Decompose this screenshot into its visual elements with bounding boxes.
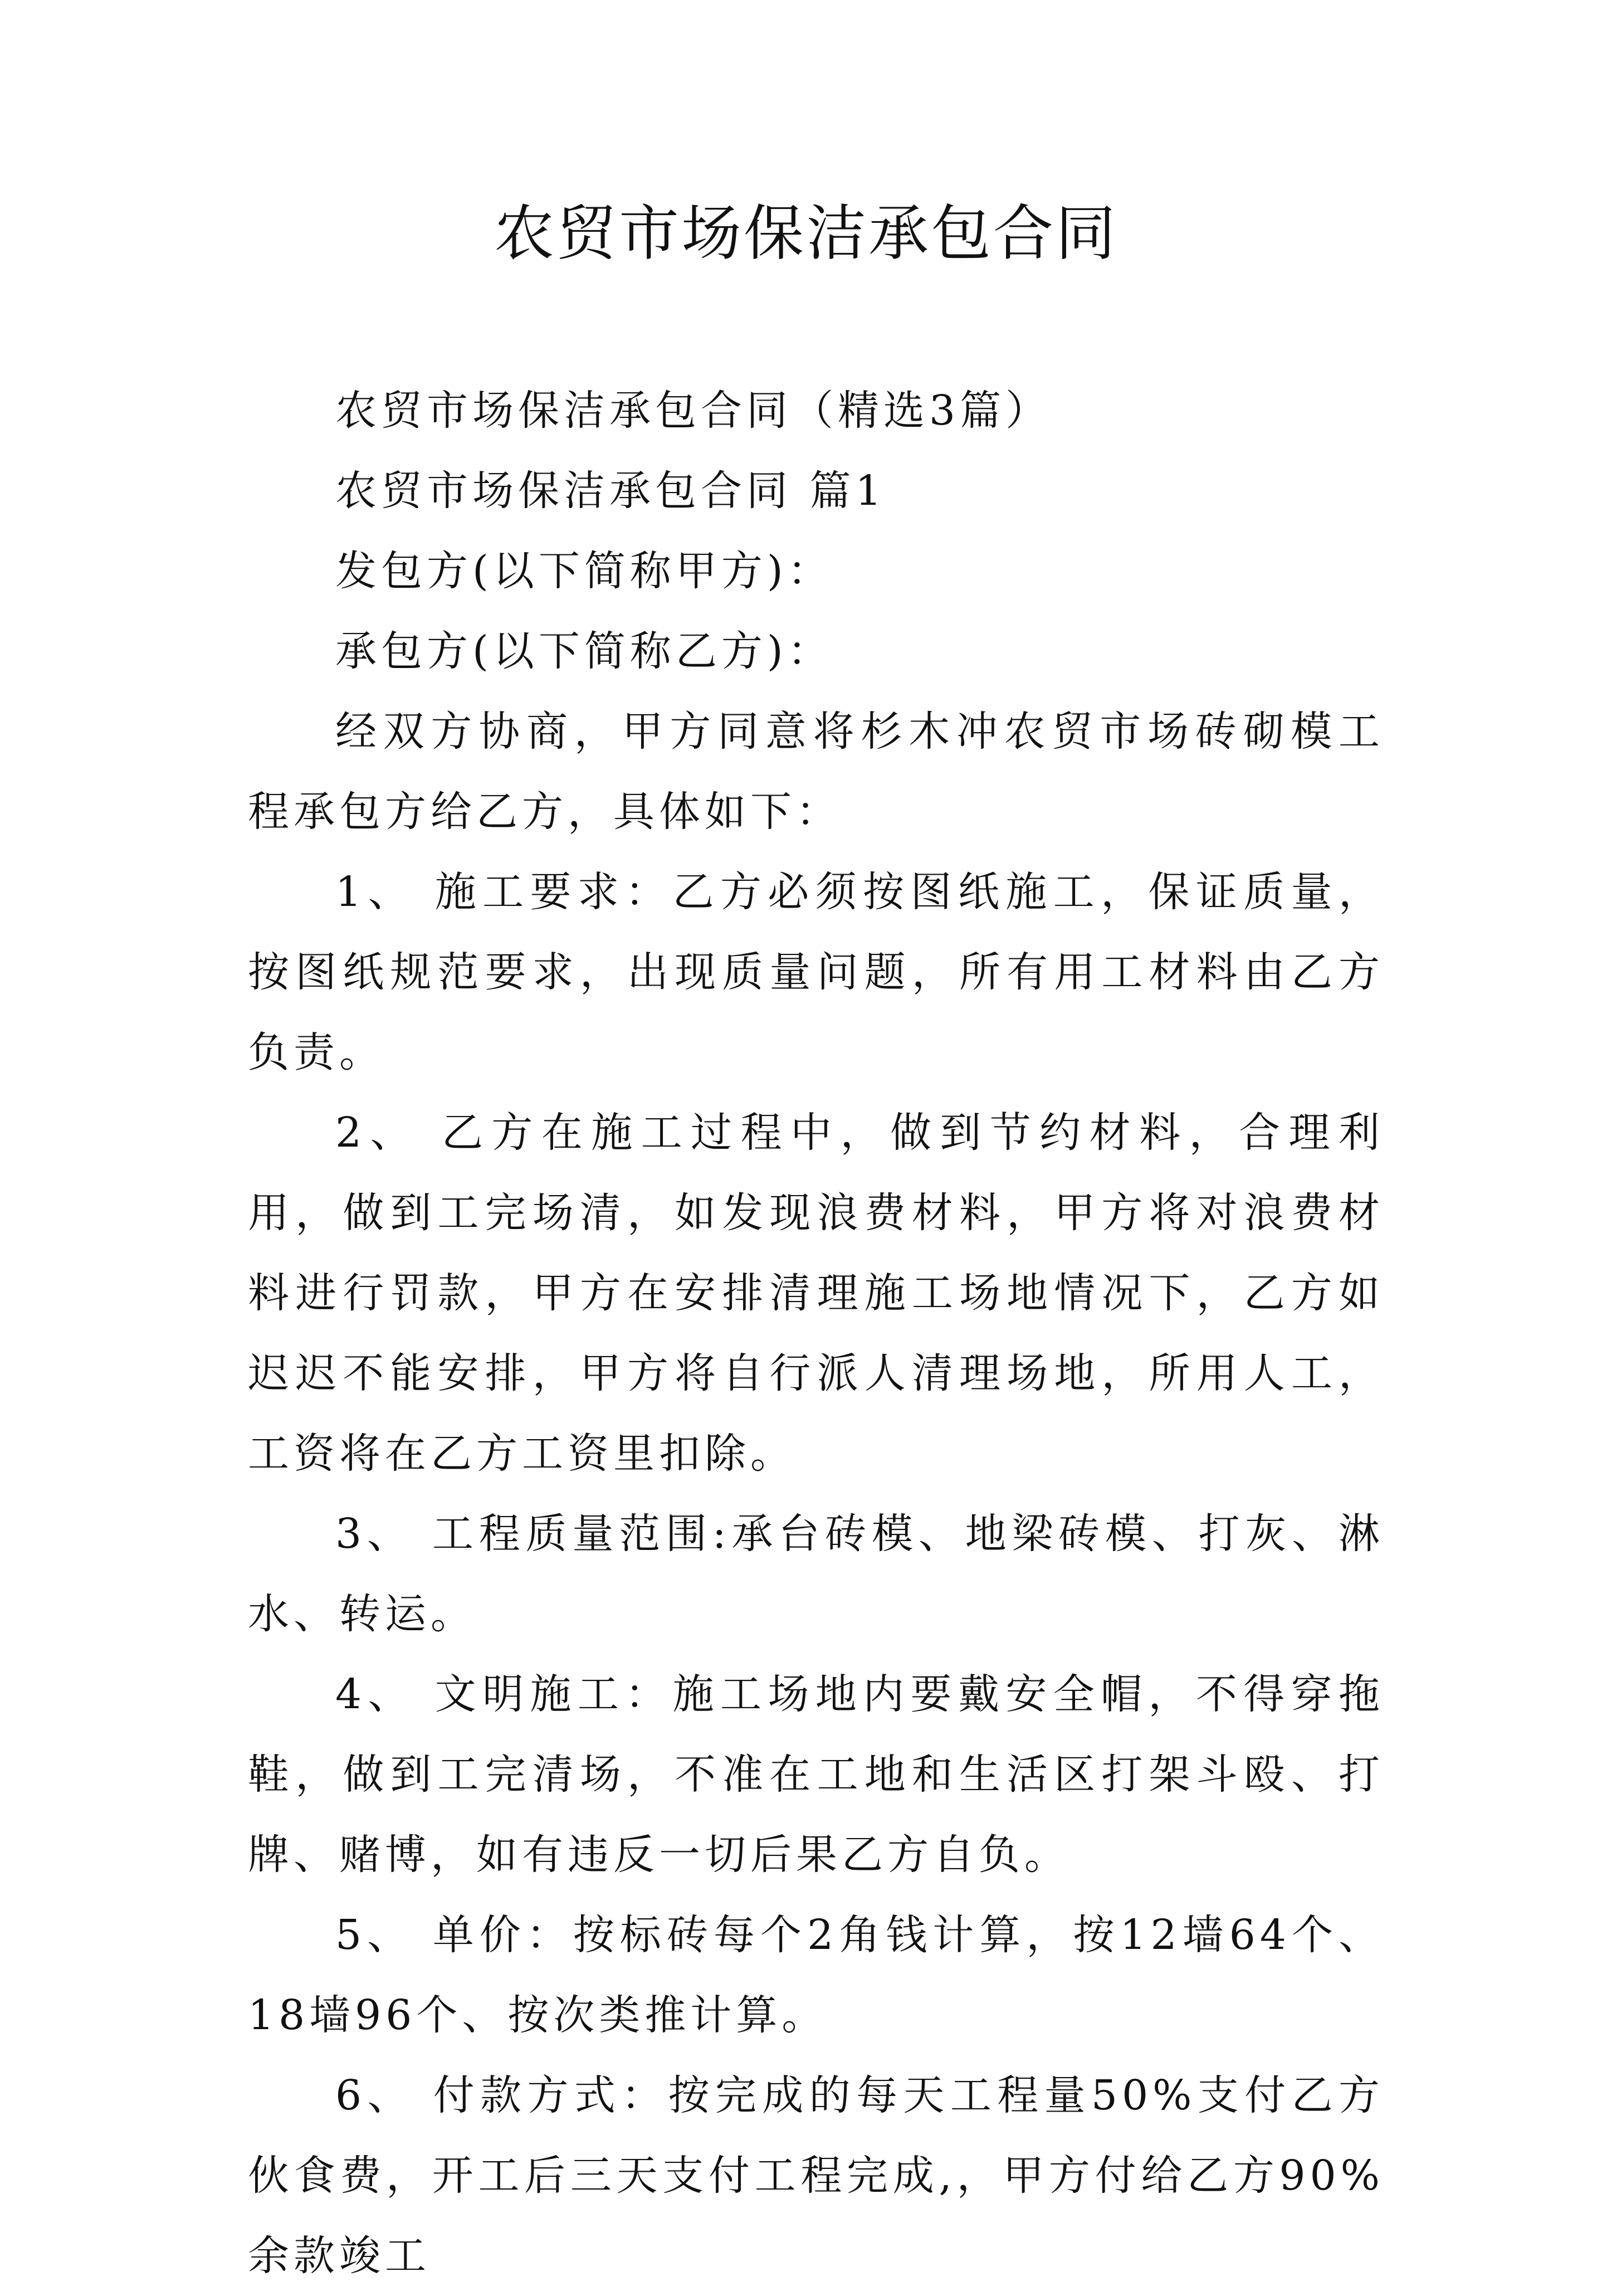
paragraph-intro: 经双方协商，甲方同意将杉木冲农贸市场砖砌模工程承包方给乙方，具体如下： (248, 708, 1384, 836)
paragraph-clause-5: 5、 单价：按标砖每个2角钱计算，按12墙64个、18墙96个、按次类推计算。 (248, 1911, 1384, 2039)
paragraph-clause-1: 1、 施工要求：乙方必须按图纸施工，保证质量，按图纸规范要求，出现质量问题，所有用工材料由乙方负责。 (248, 868, 1384, 1076)
paragraph-clause-3: 3、 工程质量范围:承台砖模、地梁砖模、打灰、淋水、转运。 (248, 1510, 1384, 1638)
paragraph-party-a: 发包方(以下简称甲方)： (335, 547, 833, 595)
paragraph-clause-2: 2、 乙方在施工过程中，做到节约材料，合理利用，做到工完场清，如发现浪费材料，甲方将对浪费材料进行罚款，甲方在安排清理施工场地情况下，乙方如迟迟不能安排，甲方将自行派人清理场地，所用人工，工资将在乙方工资里扣除。 (248, 1109, 1384, 1478)
document-body (248, 371, 1384, 2296)
paragraph-clause-6: 6、 付款方式：按完成的每天工程量50%支付乙方伙食费，开工后三天支付工程完成,，甲方付给乙方90%余款竣工 (248, 2071, 1384, 2280)
paragraph-subtitle: 农贸市场保洁承包合同（精选3篇） (335, 387, 1052, 435)
paragraph-party-b: 承包方(以下简称乙方)： (335, 627, 833, 675)
document-title: 农贸市场保洁承包合同 (494, 199, 1118, 269)
paragraph-section-heading: 农贸市场保洁承包合同 篇1 (335, 467, 886, 515)
paragraph-clause-4: 4、 文明施工：施工场地内要戴安全帽，不得穿拖鞋，做到工完清场，不准在工地和生活区打架斗殴、打牌、赌博，如有违反一切后果乙方自负。 (248, 1670, 1384, 1879)
